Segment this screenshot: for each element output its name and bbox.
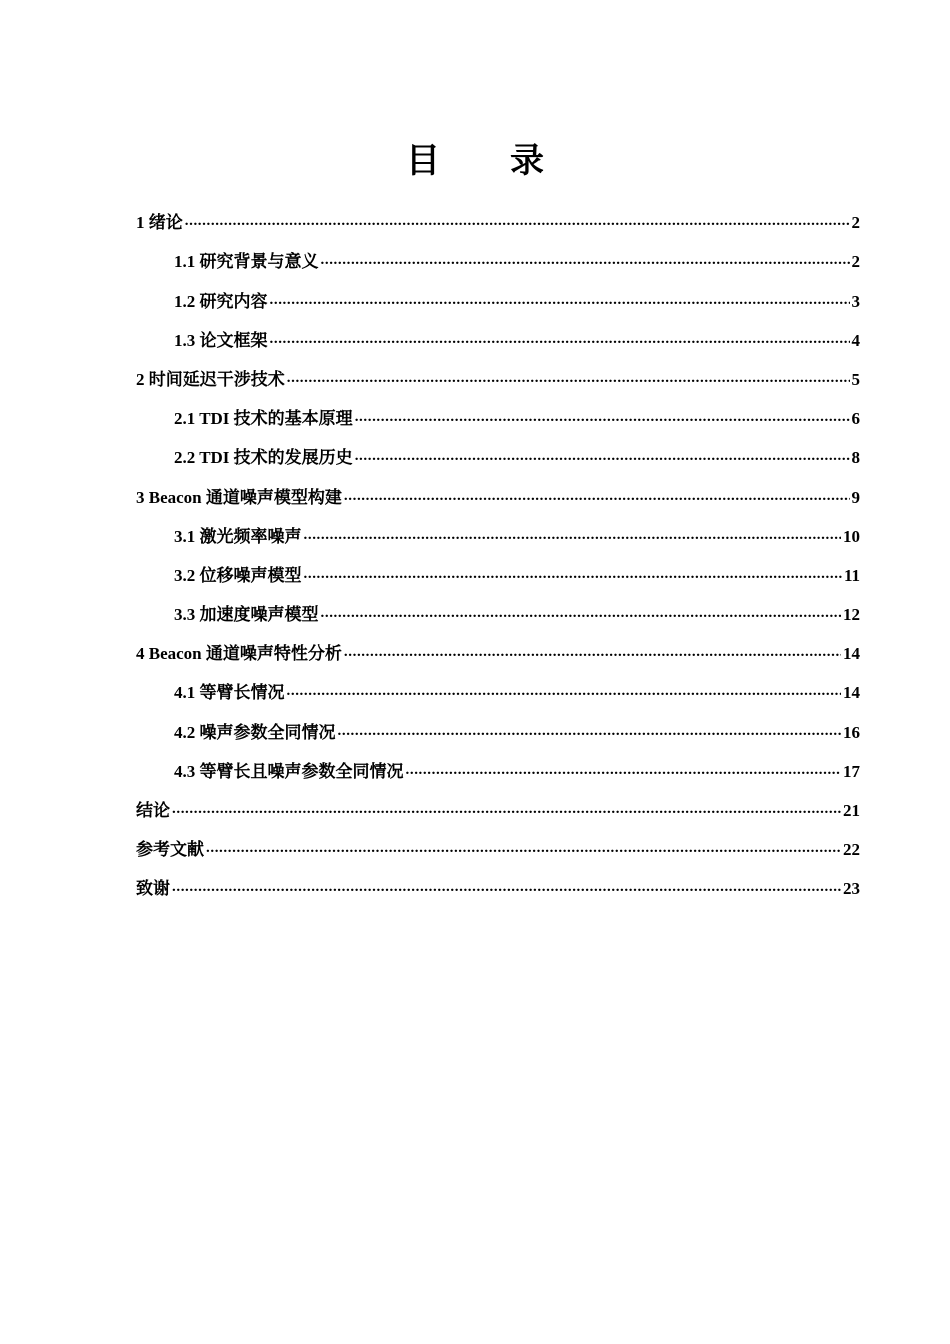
dot-leader — [406, 760, 842, 780]
dot-leader — [206, 838, 841, 858]
dot-leader — [321, 603, 842, 623]
toc-entry[interactable] — [136, 390, 860, 429]
toc-entry-label: 2.2 TDI 技术的发展历史 — [174, 448, 353, 468]
toc-title-char: 目 — [406, 143, 440, 180]
toc-entry[interactable] — [136, 664, 860, 703]
toc-entry-page-number: 9 — [851, 487, 860, 507]
toc-entry-page-number: 14 — [843, 683, 860, 703]
toc-entry[interactable] — [136, 312, 860, 351]
toc-entry-label: 4.1 等臂长情况 — [174, 683, 285, 703]
dot-leader — [304, 525, 842, 545]
toc-entry-label: 3.1 激光频率噪声 — [174, 526, 302, 546]
dot-leader — [321, 250, 850, 270]
toc-entry-label: 2.1 TDI 技术的基本原理 — [174, 409, 353, 429]
toc-entry-label: 结论 — [136, 801, 170, 820]
toc-entry-page-number: 2 — [851, 213, 860, 233]
toc-entry-page-number: 8 — [851, 448, 860, 468]
dot-leader — [344, 486, 850, 506]
toc-entry[interactable] — [136, 272, 860, 311]
toc-entry-label: 1.2 研究内容 — [174, 291, 268, 311]
dot-leader — [287, 368, 850, 388]
toc-entry-label: 1.1 研究背景与意义 — [174, 252, 319, 272]
dot-leader — [344, 642, 841, 662]
toc-entry-page-number: 5 — [851, 369, 860, 389]
table-of-contents — [136, 194, 860, 899]
toc-entry-label: 1.3 论文框架 — [174, 330, 268, 350]
toc-entry[interactable] — [136, 743, 860, 782]
toc-entry[interactable] — [136, 625, 860, 664]
toc-entry-label: 4.2 噪声参数全同情况 — [174, 722, 336, 742]
dot-leader — [172, 877, 841, 897]
toc-entry-page-number: 14 — [843, 644, 860, 664]
toc-entry-page-number: 6 — [851, 409, 860, 429]
toc-entry-page-number: 16 — [843, 722, 860, 742]
toc-entry-label: 1 绪论 — [136, 213, 183, 233]
toc-entry[interactable] — [136, 860, 860, 899]
dot-leader — [355, 446, 850, 466]
toc-entry[interactable] — [136, 194, 860, 233]
toc-entry[interactable] — [136, 782, 860, 821]
toc-entry[interactable] — [136, 233, 860, 272]
dot-leader — [304, 564, 842, 584]
toc-title — [0, 138, 950, 186]
toc-entry-page-number: 23 — [843, 879, 860, 899]
dot-leader — [338, 721, 842, 741]
toc-entry-label: 3.3 加速度噪声模型 — [174, 605, 319, 625]
toc-entry[interactable] — [136, 821, 860, 860]
toc-entry-page-number: 3 — [851, 291, 860, 311]
dot-leader — [287, 681, 842, 701]
dot-leader — [270, 329, 850, 349]
toc-entry-page-number: 11 — [843, 565, 860, 585]
toc-entry[interactable] — [136, 586, 860, 625]
toc-entry[interactable] — [136, 429, 860, 468]
dot-leader — [270, 290, 850, 310]
toc-entry[interactable] — [136, 547, 860, 586]
toc-entry-page-number: 22 — [843, 840, 860, 860]
toc-entry-label: 2 时间延迟干涉技术 — [136, 369, 285, 389]
dot-leader — [185, 211, 850, 231]
toc-entry-label: 4 Beacon 通道噪声特性分析 — [136, 644, 342, 664]
toc-entry-page-number: 2 — [851, 252, 860, 272]
toc-entry[interactable] — [136, 508, 860, 547]
toc-entry-page-number: 4 — [851, 330, 860, 350]
toc-entry-page-number: 17 — [843, 761, 860, 781]
toc-entry[interactable] — [136, 703, 860, 742]
toc-entry-page-number: 21 — [843, 801, 860, 820]
toc-title-char: 录 — [510, 143, 544, 180]
toc-entry[interactable] — [136, 351, 860, 390]
toc-entry-page-number: 10 — [843, 526, 860, 546]
toc-entry[interactable] — [136, 468, 860, 507]
toc-entry-page-number: 12 — [843, 605, 860, 625]
toc-entry-label: 致谢 — [136, 879, 170, 899]
dot-leader — [172, 799, 841, 819]
toc-entry-label: 3.2 位移噪声模型 — [174, 565, 302, 585]
dot-leader — [355, 407, 850, 427]
toc-entry-label: 参考文献 — [136, 840, 204, 860]
toc-entry-label: 3 Beacon 通道噪声模型构建 — [136, 487, 342, 507]
toc-entry-label: 4.3 等臂长且噪声参数全同情况 — [174, 761, 404, 781]
